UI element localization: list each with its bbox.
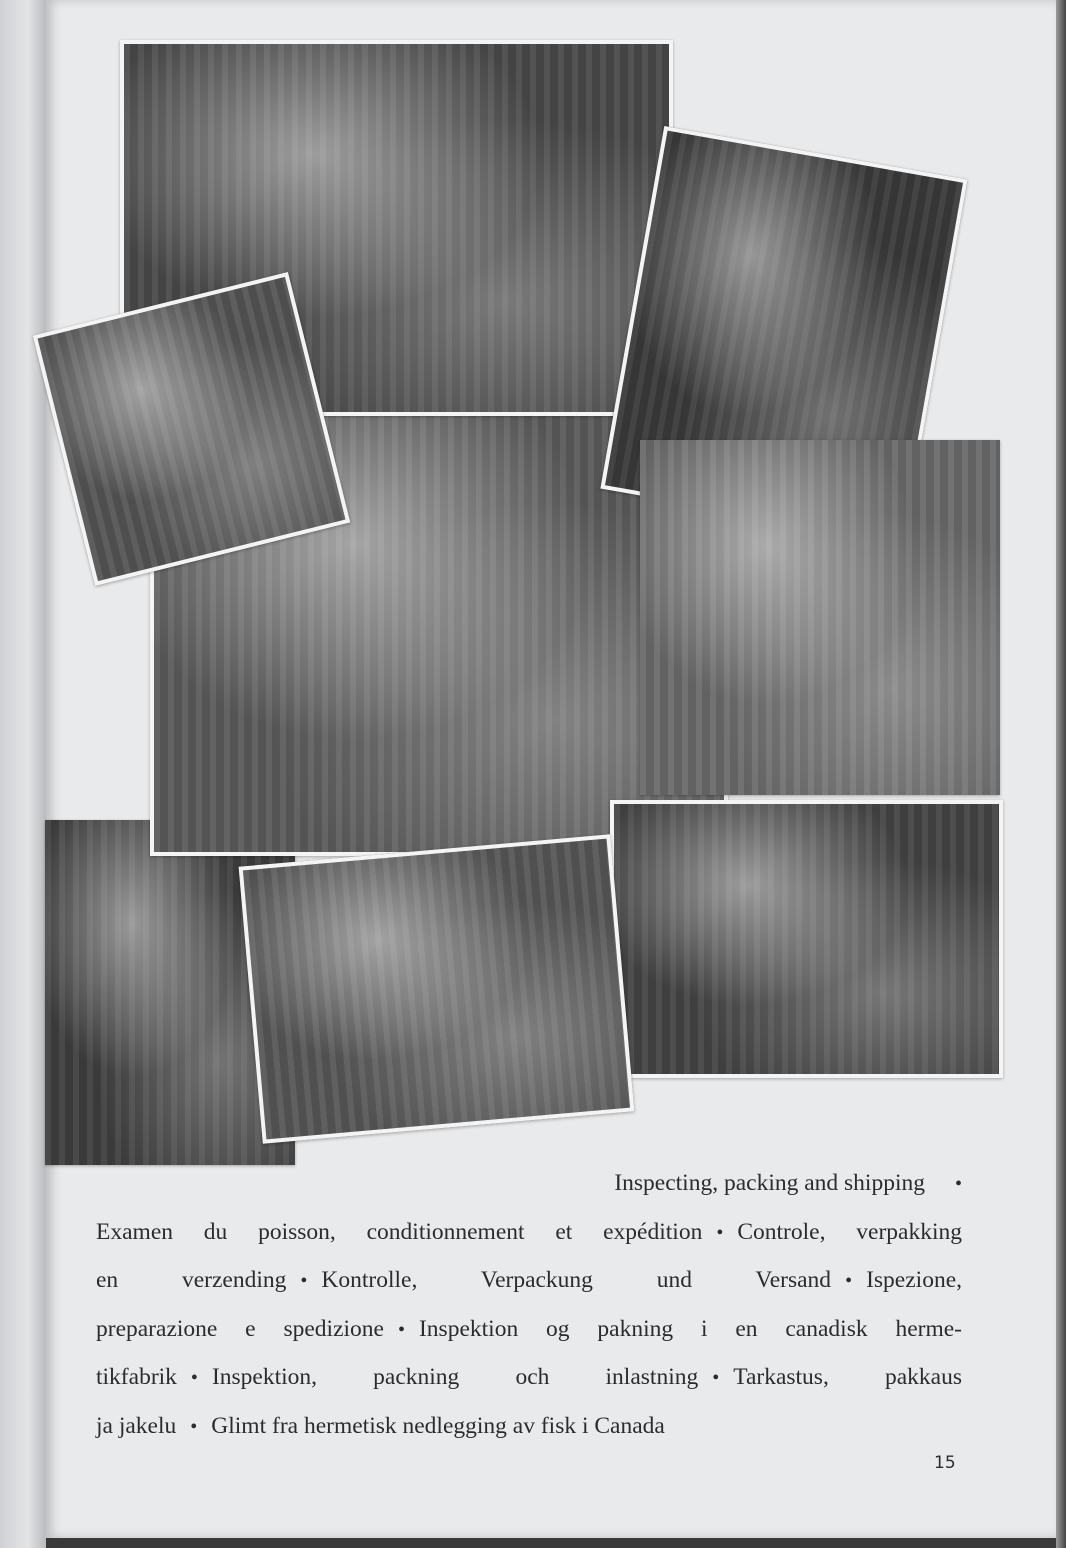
photo-fish-tub xyxy=(640,440,1000,795)
caption-line: preparazione e spedizione • Inspektion og pakning i en canadisk herme- xyxy=(96,1315,962,1342)
multilingual-caption xyxy=(96,1160,962,1451)
caption-line: Examen du poisson, conditionnement et expédition • Controle, verpakking xyxy=(96,1218,962,1245)
page-number: 15 xyxy=(934,1453,956,1473)
caption-line: en verzending • Kontrolle, Verpackung und Versand • Ispezione, xyxy=(96,1267,962,1293)
caption-line: Inspecting, packing and shipping • xyxy=(614,1170,962,1196)
caption-line: ja jakelu • Glimt fra hermetisk nedlegging av fisk i Canada xyxy=(96,1412,665,1439)
left-page-edge xyxy=(0,0,46,1548)
photo-can-sealing xyxy=(239,834,635,1143)
right-page-edge xyxy=(1056,0,1066,1548)
caption-line: tikfabrik • Inspektion, packning och inlastning • Tarkastus, pakkaus xyxy=(96,1364,962,1390)
photo-smokehouse xyxy=(610,800,1003,1078)
